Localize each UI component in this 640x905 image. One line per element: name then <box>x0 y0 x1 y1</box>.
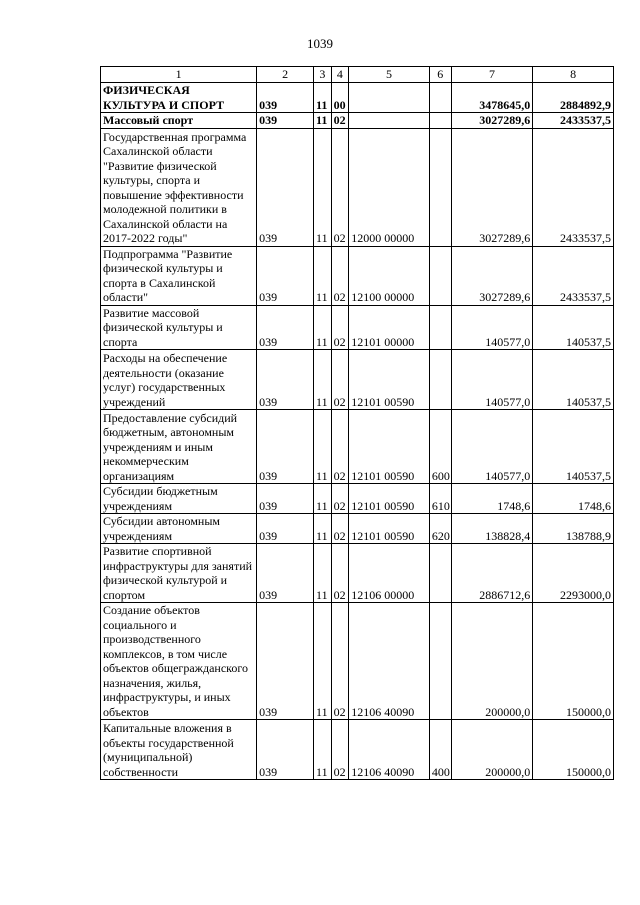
row-amount-2: 150000,0 <box>533 720 614 780</box>
row-expense-type <box>429 603 451 720</box>
row-expense-type <box>429 113 451 129</box>
row-amount-1: 200000,0 <box>451 720 533 780</box>
page-number: 1039 <box>307 36 333 51</box>
row-grbs: 039 <box>257 720 314 780</box>
row-amount-1: 2886712,6 <box>451 544 533 603</box>
row-section: 11 <box>314 514 332 544</box>
row-name: Государственная программа Сахалинской области "Развитие физической культуры, спорта и повышение эффективности молодежной политики в Сахалинской области на 2017-2022 годы" <box>101 128 257 246</box>
row-subsection: 02 <box>331 113 349 129</box>
row-subsection: 02 <box>331 603 349 720</box>
row-amount-1: 140577,0 <box>451 410 533 484</box>
row-amount-2: 2433537,5 <box>533 246 614 305</box>
row-grbs: 039 <box>257 83 314 113</box>
table-row <box>101 113 614 129</box>
row-name: Развитие массовой физической культуры и спорта <box>101 305 257 350</box>
row-amount-1: 138828,4 <box>451 514 533 544</box>
row-amount-2: 140537,5 <box>533 410 614 484</box>
table-row <box>101 246 614 305</box>
row-subsection: 02 <box>331 305 349 350</box>
row-amount-2: 140537,5 <box>533 305 614 350</box>
row-target-article <box>349 83 430 113</box>
row-grbs: 039 <box>257 350 314 410</box>
row-target-article: 12101 00590 <box>349 410 430 484</box>
row-target-article: 12101 00590 <box>349 484 430 514</box>
table-row <box>101 484 614 514</box>
table-row <box>101 544 614 603</box>
row-name: Развитие спортивной инфраструктуры для занятий физической культурой и спортом <box>101 544 257 603</box>
row-name: ФИЗИЧЕСКАЯ КУЛЬТУРА И СПОРТ <box>101 83 257 113</box>
row-expense-type <box>429 544 451 603</box>
row-name: Капитальные вложения в объекты государственной (муниципальной) собственности <box>101 720 257 780</box>
row-amount-2: 2433537,5 <box>533 113 614 129</box>
row-amount-2: 1748,6 <box>533 484 614 514</box>
row-expense-type <box>429 128 451 246</box>
row-section: 11 <box>314 83 332 113</box>
budget-table <box>100 66 614 780</box>
row-subsection: 02 <box>331 350 349 410</box>
row-target-article: 12101 00000 <box>349 305 430 350</box>
row-amount-2: 138788,9 <box>533 514 614 544</box>
row-target-article: 12106 40090 <box>349 720 430 780</box>
table-row <box>101 350 614 410</box>
row-grbs: 039 <box>257 113 314 129</box>
row-grbs: 039 <box>257 603 314 720</box>
row-grbs: 039 <box>257 128 314 246</box>
row-expense-type: 600 <box>429 410 451 484</box>
row-subsection: 02 <box>331 544 349 603</box>
row-grbs: 039 <box>257 410 314 484</box>
row-expense-type: 400 <box>429 720 451 780</box>
table-row <box>101 83 614 113</box>
row-section: 11 <box>314 544 332 603</box>
row-section: 11 <box>314 350 332 410</box>
row-amount-1: 3027289,6 <box>451 246 533 305</box>
row-grbs: 039 <box>257 544 314 603</box>
table-row <box>101 603 614 720</box>
row-name: Подпрограмма "Развитие физической культуры и спорта в Сахалинской области" <box>101 246 257 305</box>
row-name: Массовый спорт <box>101 113 257 129</box>
row-target-article: 12106 40090 <box>349 603 430 720</box>
row-name: Субсидии автономным учреждениям <box>101 514 257 544</box>
row-expense-type: 620 <box>429 514 451 544</box>
row-subsection: 02 <box>331 720 349 780</box>
row-amount-2: 2293000,0 <box>533 544 614 603</box>
row-name: Создание объектов социального и производственного комплексов, в том числе объектов общегражданского назначения, жилья, инфраструктуры, и иных объектов <box>101 603 257 720</box>
row-subsection: 00 <box>331 83 349 113</box>
row-expense-type <box>429 246 451 305</box>
row-amount-2: 2433537,5 <box>533 128 614 246</box>
row-target-article: 12000 00000 <box>349 128 430 246</box>
row-subsection: 02 <box>331 128 349 246</box>
row-amount-1: 3027289,6 <box>451 113 533 129</box>
row-subsection: 02 <box>331 410 349 484</box>
row-name: Субсидии бюджетным учреждениям <box>101 484 257 514</box>
row-amount-2: 150000,0 <box>533 603 614 720</box>
column-header-2: 2 <box>257 67 314 83</box>
row-amount-1: 1748,6 <box>451 484 533 514</box>
column-header-1: 1 <box>101 67 257 83</box>
row-amount-1: 140577,0 <box>451 305 533 350</box>
row-amount-1: 3478645,0 <box>451 83 533 113</box>
row-expense-type <box>429 350 451 410</box>
row-amount-2: 140537,5 <box>533 350 614 410</box>
table-row <box>101 410 614 484</box>
row-grbs: 039 <box>257 305 314 350</box>
column-header-7: 7 <box>451 67 533 83</box>
row-section: 11 <box>314 484 332 514</box>
row-section: 11 <box>314 410 332 484</box>
row-subsection: 02 <box>331 484 349 514</box>
table-row <box>101 720 614 780</box>
row-section: 11 <box>314 603 332 720</box>
row-grbs: 039 <box>257 514 314 544</box>
table-body <box>101 83 614 780</box>
header-row <box>101 67 614 83</box>
row-amount-2: 2884892,9 <box>533 83 614 113</box>
row-amount-1: 3027289,6 <box>451 128 533 246</box>
column-header-4: 4 <box>331 67 349 83</box>
row-subsection: 02 <box>331 246 349 305</box>
row-subsection: 02 <box>331 514 349 544</box>
table-row <box>101 514 614 544</box>
table-row <box>101 128 614 246</box>
row-target-article: 12101 00590 <box>349 350 430 410</box>
column-header-8: 8 <box>533 67 614 83</box>
row-section: 11 <box>314 720 332 780</box>
column-header-6: 6 <box>429 67 451 83</box>
row-amount-1: 140577,0 <box>451 350 533 410</box>
row-target-article: 12106 00000 <box>349 544 430 603</box>
table-row <box>101 305 614 350</box>
row-section: 11 <box>314 128 332 246</box>
row-section: 11 <box>314 305 332 350</box>
row-section: 11 <box>314 113 332 129</box>
column-header-3: 3 <box>314 67 332 83</box>
row-grbs: 039 <box>257 484 314 514</box>
row-target-article: 12100 00000 <box>349 246 430 305</box>
row-expense-type <box>429 305 451 350</box>
row-target-article <box>349 113 430 129</box>
row-amount-1: 200000,0 <box>451 603 533 720</box>
row-name: Расходы на обеспечение деятельности (оказание услуг) государственных учреждений <box>101 350 257 410</box>
row-section: 11 <box>314 246 332 305</box>
row-grbs: 039 <box>257 246 314 305</box>
row-expense-type <box>429 83 451 113</box>
row-expense-type: 610 <box>429 484 451 514</box>
row-target-article: 12101 00590 <box>349 514 430 544</box>
column-header-5: 5 <box>349 67 430 83</box>
row-name: Предоставление субсидий бюджетным, автономным учреждениям и иным некоммерческим организациям <box>101 410 257 484</box>
